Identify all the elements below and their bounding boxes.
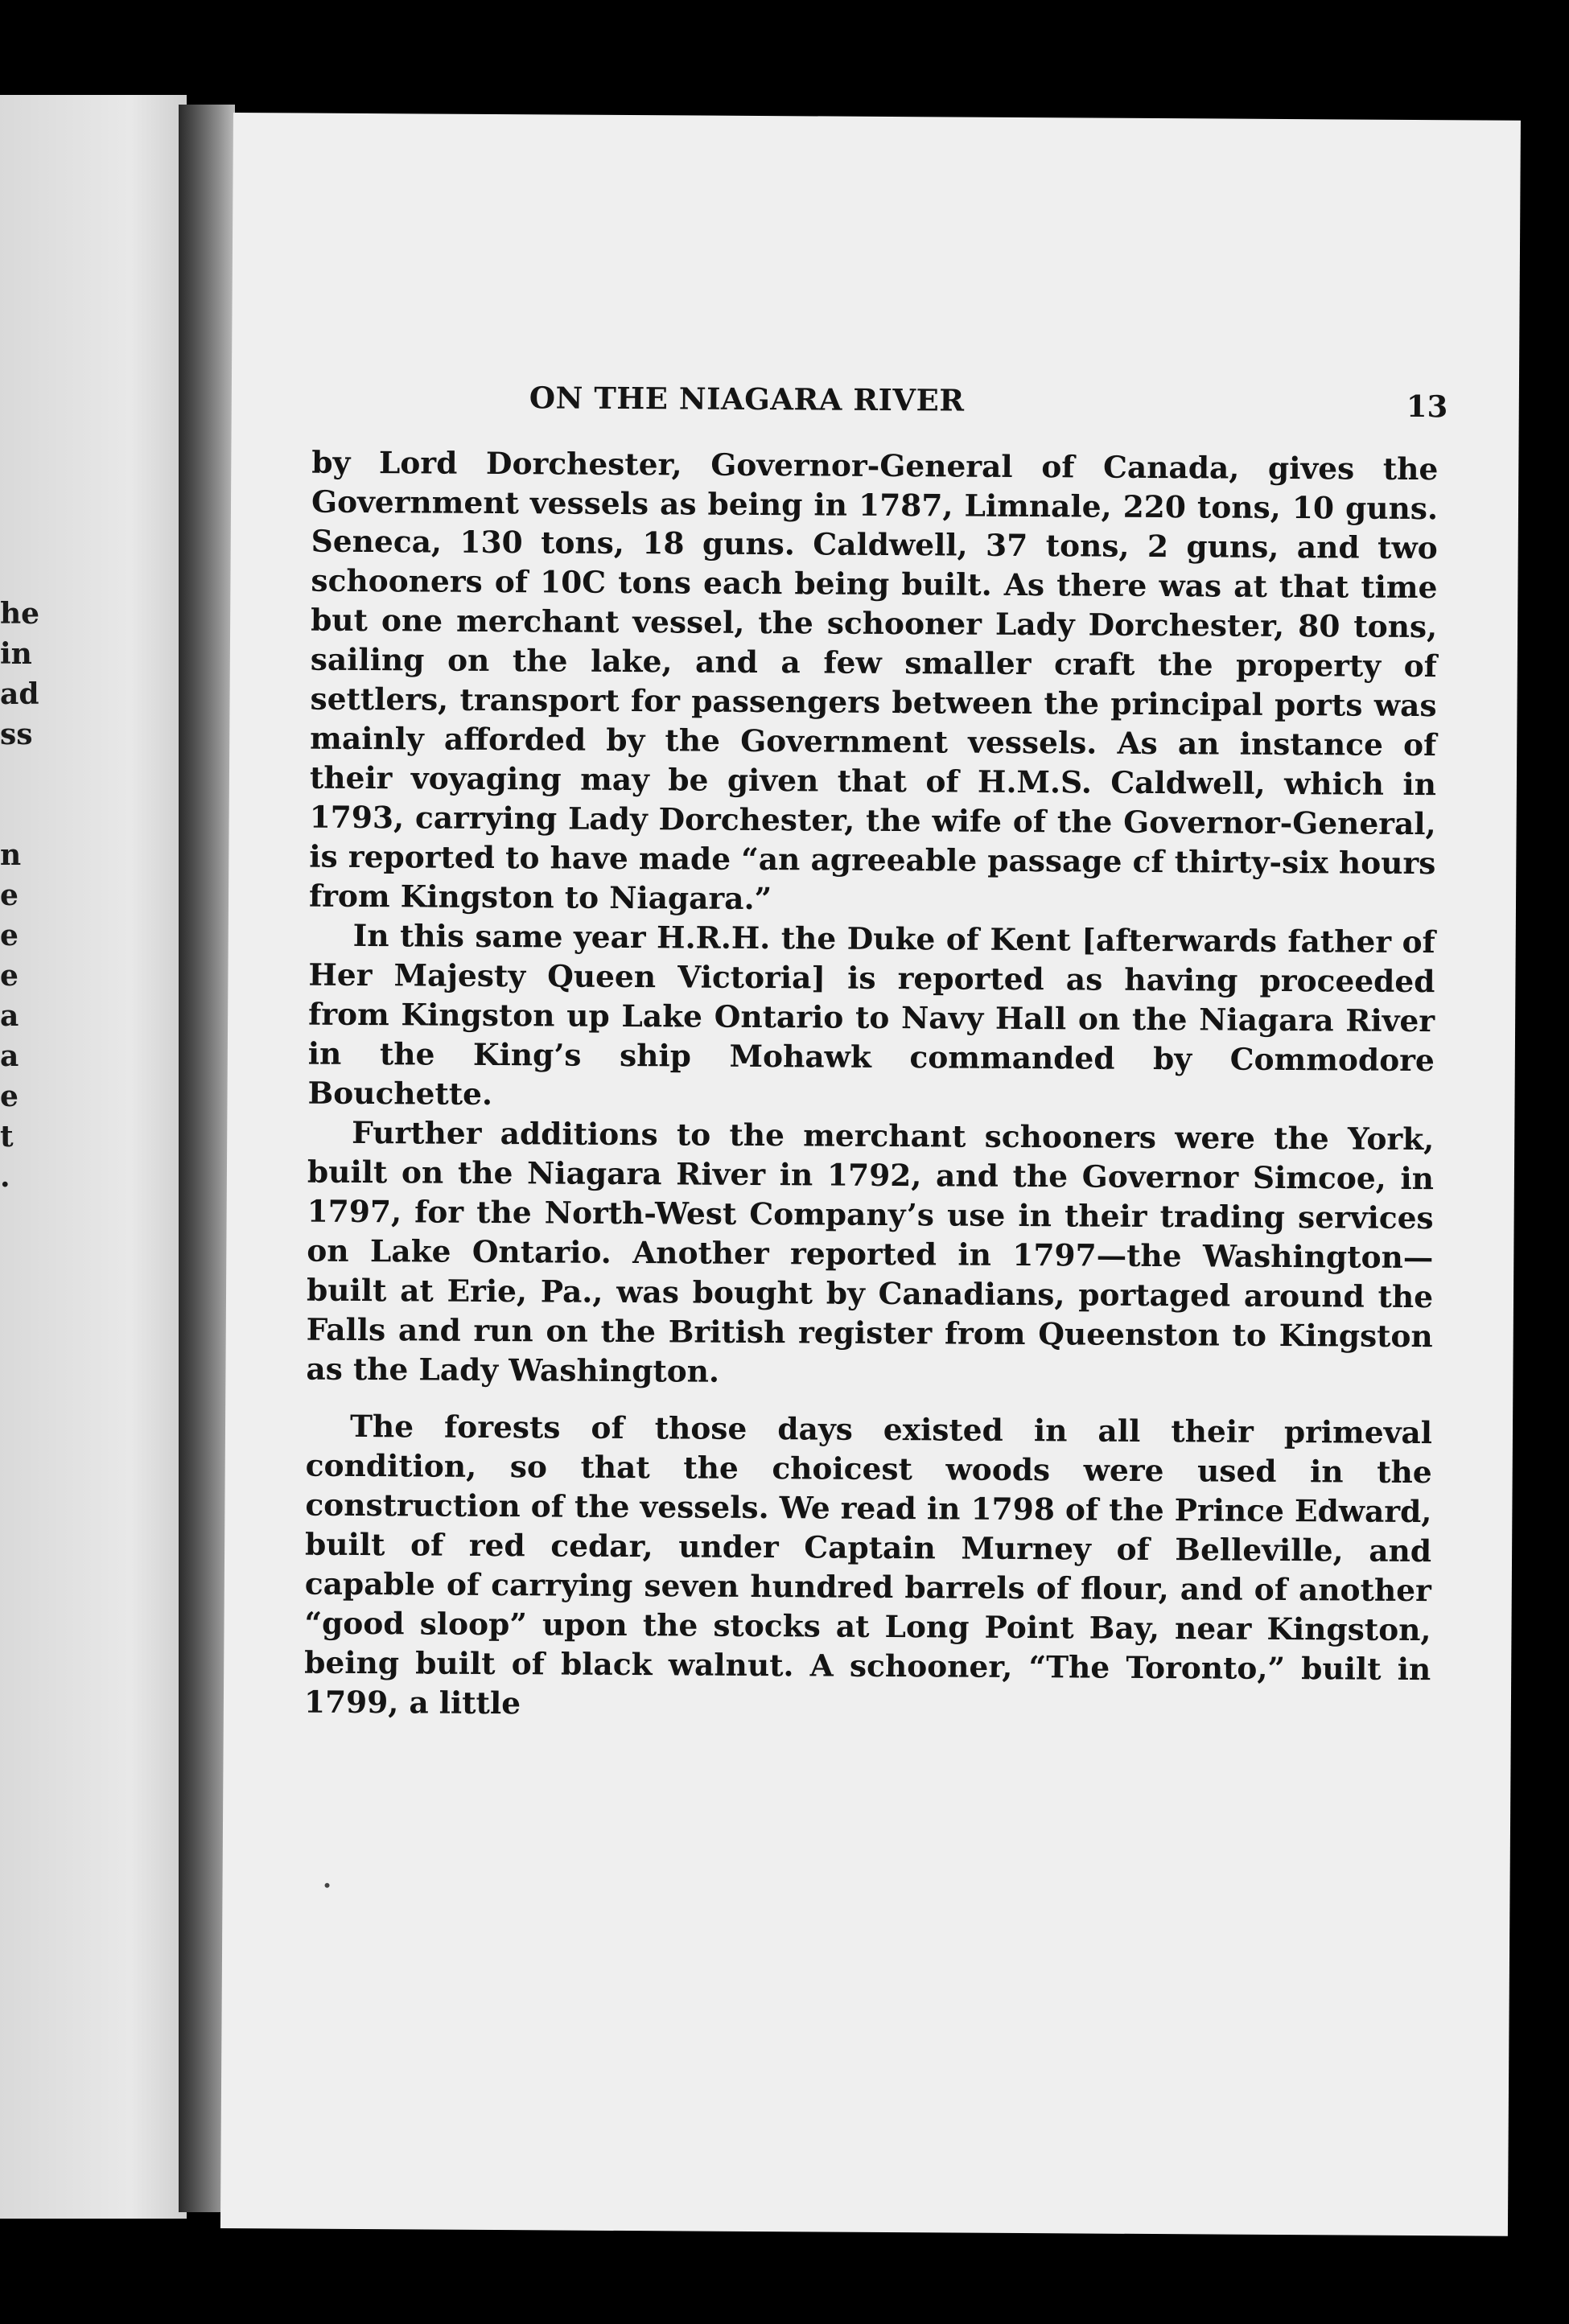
fragment-line: a — [0, 999, 19, 1033]
previous-page-text-fragments — [0, 594, 48, 1197]
paragraph: by Lord Dorchester, Governor-General of Canada, gives the Government vessels as being in 1787, Limnale, 220 tons, 10 guns. Seneca, 130 tons, 18 guns. Caldwell, 37 tons, 2 guns, and two schooners of 10C tons each being built. As there was at that time but one merchant vessel, the schooner Lady Dorchester, 80 tons, sailing on the lake, and a few smaller craft the property of settlers, transport for passengers between the principal ports was mainly afforded by the Government vessels. As an instance of their voyaging may be given that of H.M.S. Caldwell, which in 1793, carrying Lady Dorchester, the wife of the Governor-General, is reported to have made “an agreeable passage cf thirty-six hours from Kingston to Niagara.” — [308, 444, 1439, 917]
fragment-line: ad — [0, 677, 39, 711]
ink-speck — [325, 1883, 330, 1888]
previous-page-edge — [0, 95, 187, 2219]
fragment-line: e — [0, 878, 19, 912]
fragment-gap — [0, 755, 48, 835]
fragment-line: t — [0, 1120, 14, 1154]
paragraph: The forests of those days existed in all their primeval condition, so that the choicest woods were used in the construction of the vessels. We read in 1798 of the Prince Edward, built of red cedar, under Captain Murney of Belleville, and capable of carrying seven hundred barrels of flour, and of another “good sloop” upon the stocks at Long Point Bay, near Kingston, being built of black walnut. A schooner, “The Toronto,” built in 1799, a little — [303, 1408, 1433, 1721]
fragment-line: n — [0, 838, 22, 872]
fragment-line: ss — [0, 718, 33, 751]
book-page — [220, 113, 1521, 2236]
fragment-line: he — [0, 597, 40, 631]
fragment-line: in — [0, 637, 32, 671]
fragment-line: e — [0, 959, 19, 993]
body-text — [304, 443, 1439, 1730]
page-header — [529, 380, 1455, 425]
paragraph: In this same year H.R.H. the Duke of Kent [afterwards father of Her Majesty Queen Victoria] is reported as having proceeded from Kingston up Lake Ontario to Navy Hall on the Niagara River in the King’s ship Mohawk commanded by Commodore Bouchette. — [307, 917, 1435, 1112]
page-number: 13 — [1406, 388, 1448, 425]
running-head: ON THE NIAGARA RIVER — [529, 380, 965, 418]
fragment-line: a — [0, 1039, 19, 1073]
fragment-line: . — [0, 1160, 10, 1194]
fragment-line: e — [0, 919, 19, 952]
fragment-line: e — [0, 1080, 19, 1113]
paragraph: Further additions to the merchant schooners were the York, built on the Niagara River in 1792, and the Governor Simcoe, in 1797, for the North-West Company’s use in their trading services on Lake Ontario. Another reported in 1797—the Washington—built at Erie, Pa., was bought by Canadians, portaged around the Falls and run on the British register from Queenston to Kingston as the Lady Washington. — [306, 1114, 1435, 1389]
